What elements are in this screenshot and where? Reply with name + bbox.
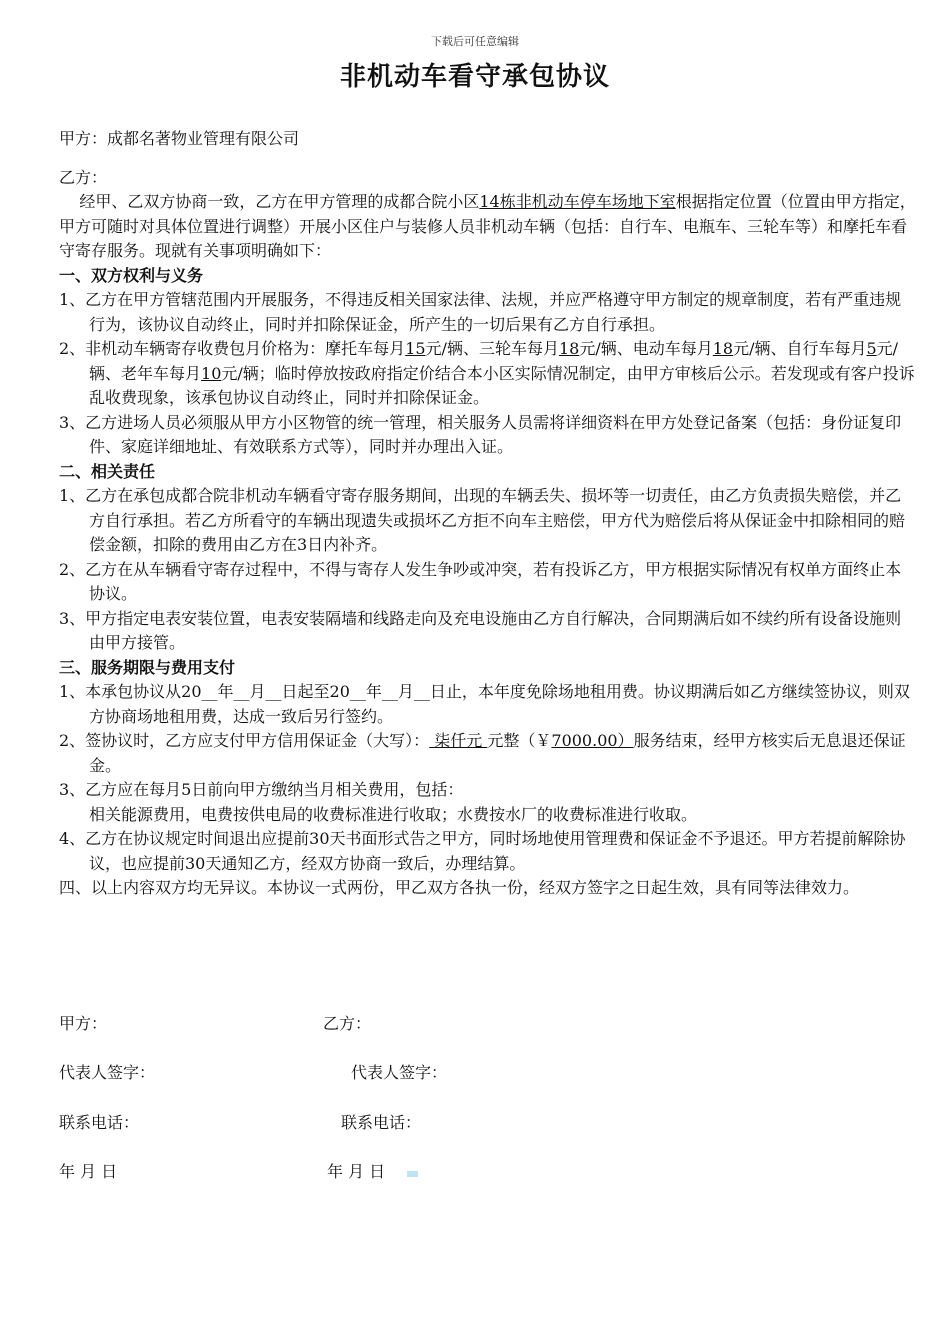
signature-phone-b: 联系电话：	[341, 1113, 422, 1132]
section-3-item-1: 1、本承包协议从20__年__月__日起至20__年__月__日止，本年度免除场地租用费。协议期满后如乙方继续签协议，则双方协商场地租用费，达成一致后另行签约。	[59, 682, 910, 726]
section-3-heading: 三、服务期限与费用支付	[59, 657, 236, 677]
deposit-amount-number: 7000.00）	[551, 731, 634, 750]
fee-ebike: 18	[712, 339, 734, 358]
document-body	[59, 127, 917, 901]
intro-location: 14栋非机动车停车场地下室	[479, 192, 676, 211]
fee-text-2: 元/辆、三轮车每月	[425, 339, 559, 358]
signature-rep-a: 代表人签字：	[59, 1063, 156, 1082]
section-4-paragraph: 四、以上内容双方均无异议。本协议一式两份，甲乙双方各执一份，经双方签字之日起生效，具有同等法律效力。	[59, 878, 860, 897]
section-2-item-1: 1、乙方在承包成都合院非机动车辆看守寄存服务期间，出现的车辆丢失、损坏等一切责任，由乙方负责损失赔偿，并乙方自行承担。若乙方所看守的车辆出现遗失或损坏乙方拒不向车主赔偿，甲方代为赔偿后将从保证金中扣除相同的赔偿金额，扣除的费用由乙方在3日内补齐。	[59, 486, 906, 554]
intro-text-2: 根据指定位置（位置由甲方指定，甲方可随时对具体位置进行调整）开展小区住户与装修人员非机动车辆（包括：自行车、电瓶车、三轮车等）和摩托车看守寄存服务。现就有关事项明确如下：	[59, 192, 916, 260]
section-2-item-2: 2、乙方在从车辆看守寄存过程中，不得与寄存人发生争吵或冲突，若有投诉乙方，甲方根据实际情况有权单方面终止本协议。	[59, 559, 902, 603]
section-1-heading: 一、双方权利与义务	[59, 265, 204, 285]
intro-text-1: 经甲、乙双方协商一致，乙方在甲方管理的成都合院小区	[79, 192, 480, 211]
section-1-item-3: 3、乙方进场人员必须服从甲方小区物管的统一管理，相关服务人员需将详细资料在甲方处登记备案（包括：身份证复印件、家庭详细地址、有效联系方式等），同时并办理出入证。	[59, 412, 902, 456]
fee-motorcycle: 15	[405, 339, 426, 358]
fee-text-1: 2、非机动车辆寄存收费包月价格为：摩托车每月	[59, 339, 406, 358]
section-3-item-3: 3、乙方应在每月5日前向甲方缴纳当月相关费用，包括：	[59, 780, 464, 799]
signature-party-a: 甲方：	[59, 1014, 108, 1033]
party-a-line: 甲方：成都名著物业管理有限公司	[59, 129, 300, 148]
section-2-heading: 二、相关责任	[59, 461, 156, 481]
signature-party-row	[59, 1011, 759, 1035]
fee-text-4: 元/辆、自行车每月	[733, 339, 867, 358]
section-2-item-3: 3、甲方指定电表安装位置，电表安装隔墙和线路走向及充电设施由乙方自行解决，合同期满后如不续约所有设备设施则由甲方接管。	[59, 608, 902, 652]
fee-tricycle: 18	[558, 339, 580, 358]
section-3-item-2	[59, 729, 917, 778]
header-note: 下载后可任意编辑	[431, 35, 519, 48]
signature-phone-row	[59, 1110, 759, 1134]
section-3-item-4: 4、乙方在协议规定时间退出应提前30天书面形式告之甲方，同时场地使用管理费和保证金不予退还。甲方若提前解除协议，也应提前30天通知乙方，经双方协商一致后，办理结算。	[59, 829, 906, 873]
fee-text-3: 元/辆、电动车每月	[579, 339, 713, 358]
section-1-item-1: 1、乙方在甲方管辖范围内开展服务，不得违反相关国家法律、法规，并应严格遵守甲方制定的规章制度，若有严重违规行为，该协议自动终止，同时并扣除保证金，所产生的一切后果有乙方自行承担。	[59, 290, 902, 334]
signature-party-b: 乙方：	[323, 1014, 372, 1033]
fee-text-5: 元/辆、老年车每月	[89, 339, 899, 383]
document-title: 非机动车看守承包协议	[339, 62, 610, 92]
signature-rep-b: 代表人签字：	[351, 1063, 448, 1082]
section-3-item-3-detail: 相关能源费用，电费按供电局的收费标准进行收取；水费按水厂的收费标准进行收取。	[89, 804, 698, 824]
text-cursor-marker	[407, 1171, 418, 1177]
fee-text-6: 元/辆；临时停放按政府指定价结合本小区实际情况制定，由甲方审核后公示。若发现或有客户投诉乱收费现象，该承包协议自动终止，同时并扣除保证金。	[89, 363, 915, 407]
intro-paragraph	[59, 190, 917, 264]
signature-phone-a: 联系电话：	[59, 1113, 140, 1132]
fee-bicycle: 5	[866, 339, 877, 358]
party-b-line: 乙方：	[59, 167, 108, 187]
deposit-text-3: 服务结束，经甲方核实后无息退还保证金。	[89, 731, 906, 775]
signature-date-a: 年 月 日	[59, 1162, 118, 1181]
fee-senior-vehicle: 10	[201, 363, 222, 383]
signature-representative-row	[59, 1060, 759, 1084]
deposit-text-2: 元整（￥	[487, 731, 552, 750]
deposit-amount-words: 柒仟元	[429, 731, 488, 750]
section-1-item-2	[59, 337, 917, 411]
signature-date-b: 年 月 日	[327, 1162, 386, 1181]
deposit-text-1: 2、签协议时，乙方应支付甲方信用保证金（大写）：	[59, 731, 430, 750]
